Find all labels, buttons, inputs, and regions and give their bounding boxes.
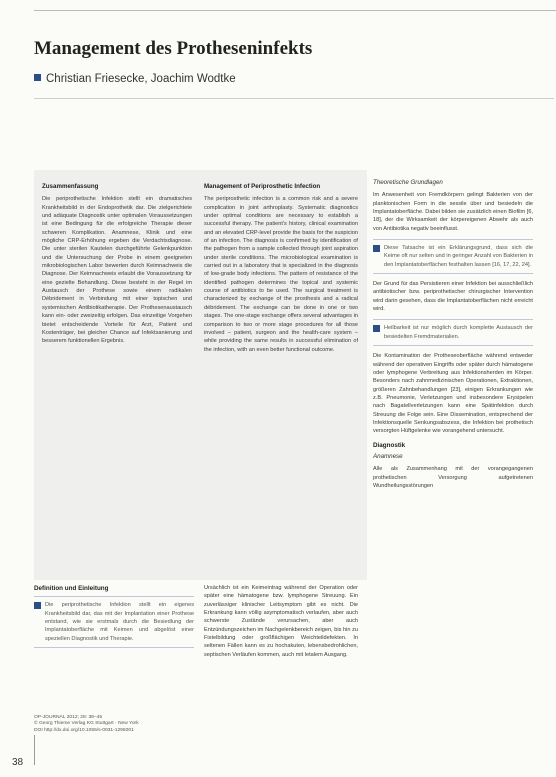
theory-highlight-2 — [373, 319, 533, 346]
author-marker-icon — [34, 74, 41, 81]
abstract-english-heading: Management of Periprosthetic Infection — [204, 183, 321, 190]
header-rule — [34, 98, 554, 99]
definition-heading: Definition und Einleitung — [34, 585, 109, 592]
meta-doi: DOI http://dx.doi.org/10.1055/s-0031-1295001 — [34, 727, 134, 733]
theory-paragraph-1: Im Anwesenheit von Fremdkörpern gelingt Bakterien von der planktonischen Form in die sessile über und besiedeln die Implantatoberfläche. Dabei bilden sie zusätzlich einen Biofilm [6, 18], der die Wirksamkeit der körpereigenen Abwehr als auch von Antibiotika negativ beeinflusst. — [373, 192, 533, 232]
definition-section — [34, 585, 194, 727]
right-column — [373, 179, 533, 769]
page-number: 38 — [12, 757, 24, 768]
top-rule — [34, 10, 556, 11]
theory-highlight-1-text: Diese Tatsache ist ein Erklärungsgrund, dass sich die Keime oft nur selten und in geringer Anzahl von Bakterien in den Implantatoberflächen festhalten lassen [16, 17, 22, 24]. — [384, 245, 533, 268]
definition-text: Die periprothetische Infektion stellt ein eigenes Krankheitsbild dar, das mit der Implantation einer Prothese entstand, wie sie erstmals durch die Besiedlung der Implantatoberfläche mit Keimen und abgelöst einer speziellen Diagnostik und Therapie. — [45, 602, 194, 642]
theory-subheading: Theoretische Grundlagen — [373, 179, 443, 186]
highlight-marker-icon — [373, 245, 380, 252]
abstract-english — [204, 183, 358, 578]
highlight-marker-icon — [34, 602, 41, 609]
meta-publisher: © Georg Thieme Verlag KG Stuttgart · New York — [34, 721, 139, 727]
intro-continuation — [204, 584, 358, 734]
anamnesis-text: Alle als Zusammenhang mit der vorangegangenen prothetischen Versorgung aufgetretenen Wundheilungsstörungen — [373, 466, 533, 489]
author-line — [34, 73, 236, 85]
theory-paragraph-3: Die Kontamination der Protheseoberfläche während entweder während der operativen Eingriffs oder später durch hämatogene oder lymphogene Verbreitung aus Infektionsherden im Körper. Besonders nach zahnmedizinischen Operationen, Extraktionen, größeren Zahnbehandlungen [23], einigen Erkrankungen wie z.B. Pneumonie, Verletzungen und insbesondere Erysipelen nach Bagatellverletzungen kann eine Spätinfektion durch Streuung die Folge sein. Eine Dissemination, entsprechend der Infektionsquelle Senkungsabszess, die Infektion bei prothetisch versorgten Hüftgelenke wie vorangehend untersucht. — [373, 353, 533, 435]
abstract-german-heading: Zusammenfassung — [42, 183, 99, 190]
theory-highlight-1 — [373, 239, 533, 274]
article-title: Management des Protheseninfekts — [34, 38, 313, 59]
intro-continuation-text: Ursächlich ist ein Keimeintrag während der Operation oder später eine hämatogene bzw. lymphogene Streuung. Ein zuverlässiger klinischer Leitsymptom gibt es nicht. Die Erkrankung kann völlig asymptomatisch verlaufen, aber auch schwerste Zustände verursachen, aber auch Entzündungszeichen im Nachgelenkbereich zeigen, bis hin zu Fistelbildung oder großflächigen Weichteildefekten. In seltenen Fällen kann es zu hochakuten, lebensbedrohlichen, septischen Verläufen kommen, auch mit letalem Ausgang. — [204, 585, 358, 658]
page-number-rule — [34, 735, 35, 765]
theory-highlight-2-text: Heilbarkeit ist nur möglich durch komplette Austausch der besiedelten Fremdmaterialien. — [384, 325, 533, 340]
abstract-german-text: Die periprothetische Infektion stellt ein dramatisches Krankheitsbild in der Endoprothetik dar. Die zielgerichtete und adäquate Diagnostik unter optimalen Voraussetzungen ist eine Bedingung für die erfolgreiche Therapie dieser schweren Komplikation. Anamnese, Klinik und eine mögliche CRP-Erhöhung ergeben die Verdachtsdiagnose. Die unter sterilen Kautelen durchgeführte Gelenkpunktion und die Untersuchung der Probe in einem geeigneten mikrobiologischen Labor bewerten durch Keimnachweis die Diagnose. Der Keimnachweis erlaubt die Voraussetzung für eine gezielte Behandlung. Diese besteht in der Regel im Austausch der Prothese sowie einem radikalen Débridement in Verbindung mit einer topischen und systemischen Antibiotikatherapie. Der Prothesenaustausch kann ein- oder zweizeitig erfolgen. Das einzeitige Vorgehen bietet entscheidende Vorteile für Arzt, Patient und Kostenträger, bei gleicher Chance auf Infektsanierung und besserem funktionellen Ergebnis. — [42, 196, 192, 345]
definition-highlight — [34, 596, 194, 648]
article-meta — [34, 715, 194, 734]
anamnesis-subheading: Anamnese — [373, 452, 403, 460]
diagnostics-heading: Diagnostik — [373, 441, 406, 449]
meta-journal: OP-JOURNAL 2012; 28: 38–45 — [34, 715, 103, 720]
theory-paragraph-2: Der Grund für das Persistieren einer Infektion bei ausschließlich antibiotischer bzw. periprothetischer chirurgischer Intervention wird darin gesehen, dass die Implantatoberflächen nicht erreicht wird. — [373, 281, 533, 313]
highlight-marker-icon — [373, 325, 380, 332]
abstract-english-text: The periprosthetic infection is a common risk and a severe complication in joint arthroplasty. Systematic diagnostics under optimal conditions are necessary to establish a successful therapy. The patient's history, clinical examination and an elevated CRP-level provide the basis for the suspicion of an infection. The diagnosis is confirmed by identification of the pathogen from a sample collected through joint aspiration under sterile conditions. The microbiological examination is carried out in a laboratory that is specialized in the diagnosis of low-grade body infections. The pattern of resistance of the identified pathogen determines the topical and systemic course of antibiotics to be used. The surgical treatment is characterized by exchange of the prosthesis and a radical débridement. The exchange can be done in one or two stages. The one-stage exchange offers several advantages in comparison to two or more stage procedures for all those involved – patient, surgeon and the health-care system – while providing the same results in successful elimination of the infection, with an even better functional outcome. — [204, 196, 358, 353]
abstract-german — [42, 183, 192, 578]
authors: Christian Friesecke, Joachim Wodtke — [46, 73, 236, 85]
